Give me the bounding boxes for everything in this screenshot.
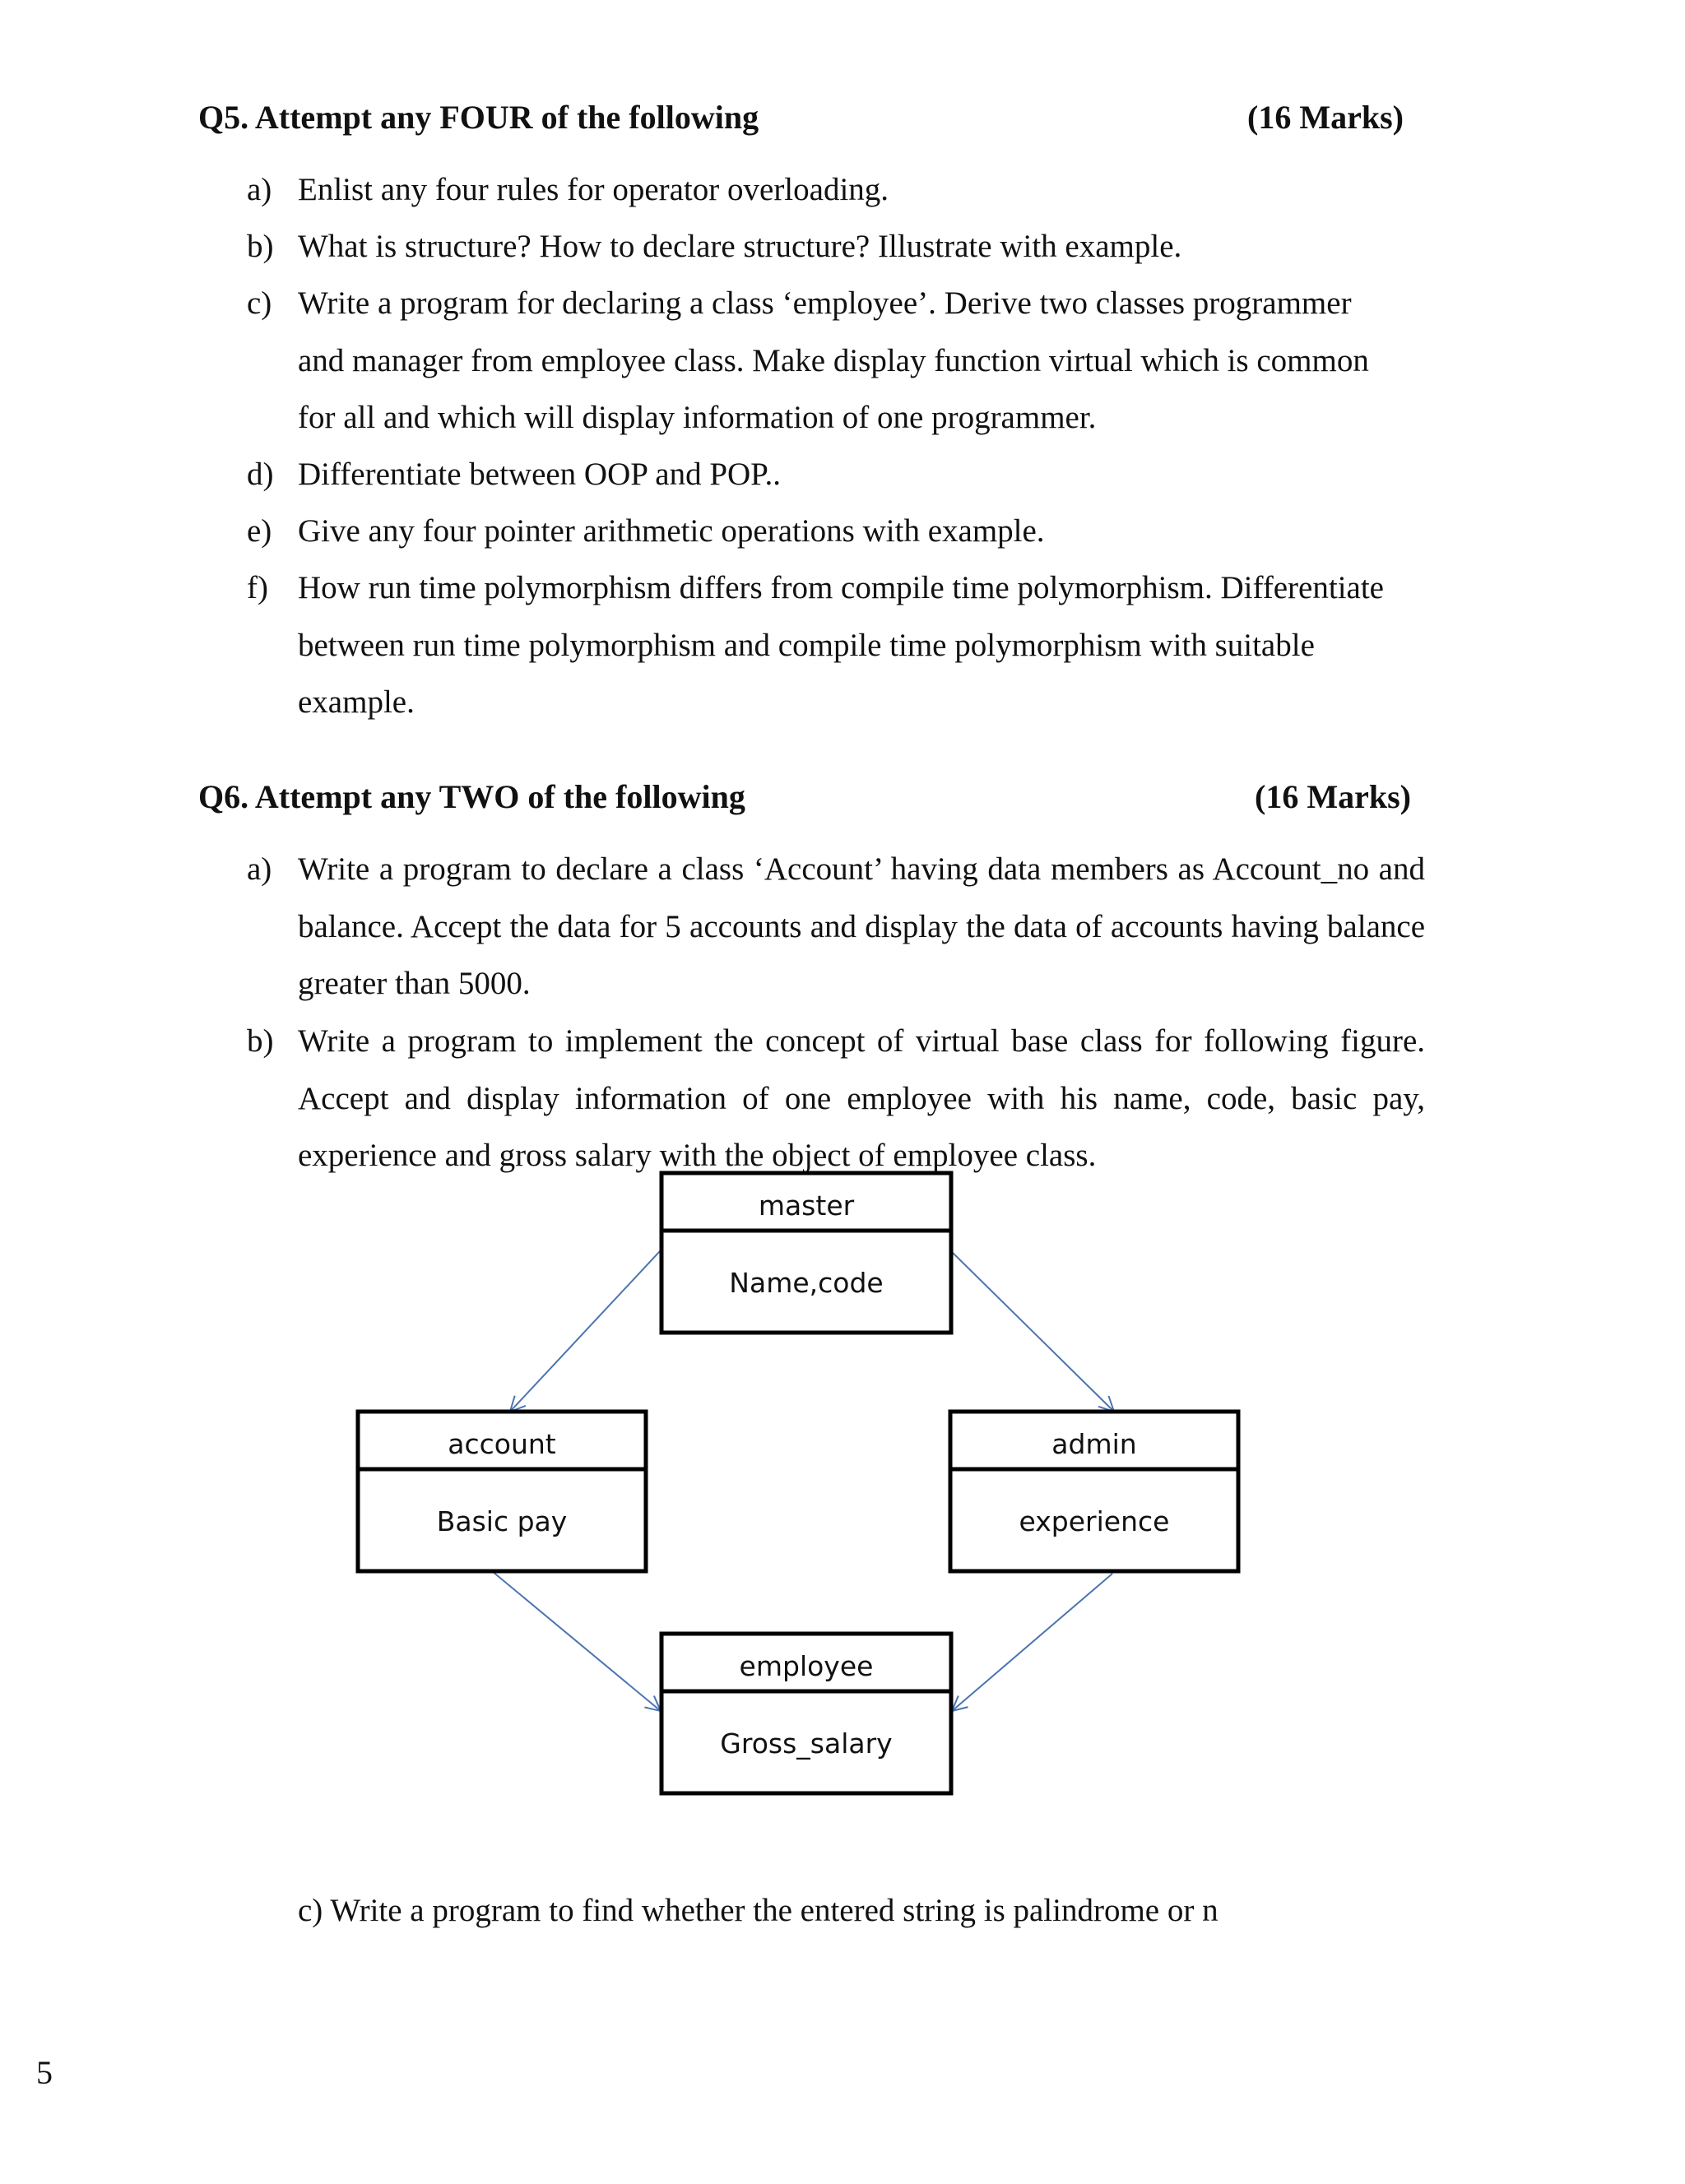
q6-title: Q6. Attempt any TWO of the following bbox=[198, 778, 745, 815]
item-text: Differentiate between OOP and POP.. bbox=[298, 457, 782, 492]
page-number: 5 bbox=[36, 2054, 53, 2091]
q6-item-c bbox=[298, 1882, 1218, 1940]
inheritance-arrows bbox=[492, 1250, 1114, 1711]
item-label: b) bbox=[247, 229, 274, 264]
item-text: What is structure? How to declare structure? Illustrate with example. bbox=[298, 229, 1182, 264]
item-text: Write a program for declaring a class ‘employee’. Derive two classes programmer and manager from employee class. Make display function virtual which is common for all and which will display information of one programmer. bbox=[298, 285, 1369, 435]
arrow-account-to-employee bbox=[492, 1571, 661, 1711]
class-name-master: master bbox=[758, 1189, 855, 1222]
item-text: c) Write a program to find whether the entered string is palindrome or n bbox=[298, 1893, 1218, 1928]
item-text: Write a program to declare a class ‘Account’ having data members as Account_no and balance. Accept the data for 5 accounts and display the data of accounts having balance greater than 5000. bbox=[298, 851, 1425, 1001]
arrow-admin-to-employee bbox=[952, 1574, 1112, 1711]
class-name-account: account bbox=[448, 1428, 556, 1460]
arrow-master-to-account bbox=[510, 1250, 661, 1412]
class-box-account bbox=[358, 1412, 646, 1571]
item-text: Enlist any four rules for operator overloading. bbox=[298, 172, 889, 207]
q5-title: Q5. Attempt any FOUR of the following bbox=[198, 99, 759, 136]
q5-heading bbox=[198, 97, 1416, 138]
item-label: a) bbox=[247, 172, 272, 207]
class-attr-employee: Gross_salary bbox=[720, 1727, 893, 1760]
class-attr-admin: experience bbox=[1019, 1505, 1170, 1537]
class-box-employee bbox=[661, 1634, 951, 1793]
item-text: How run time polymorphism differs from compile time polymorphism. Differentiate between run time polymorphism and compile time polymorphism with suitable example. bbox=[298, 570, 1384, 720]
item-label: c) bbox=[247, 285, 272, 321]
arrow-master-to-admin bbox=[952, 1252, 1114, 1412]
class-box-master bbox=[661, 1173, 951, 1333]
q5-marks: (16 Marks) bbox=[1247, 99, 1404, 136]
item-text: Give any four pointer arithmetic operations with example. bbox=[298, 513, 1045, 549]
q6-marks: (16 Marks) bbox=[1255, 778, 1411, 815]
item-label: d) bbox=[247, 457, 274, 492]
class-name-admin: admin bbox=[1051, 1428, 1137, 1460]
class-box-admin bbox=[950, 1412, 1238, 1571]
class-name-employee: employee bbox=[739, 1650, 874, 1682]
q6-heading bbox=[198, 777, 1416, 818]
item-label: f) bbox=[247, 570, 268, 605]
class-attr-account: Basic pay bbox=[436, 1505, 568, 1537]
item-label: b) bbox=[247, 1023, 274, 1059]
item-label: a) bbox=[247, 851, 272, 887]
class-attr-master: Name,code bbox=[729, 1267, 884, 1299]
item-label: e) bbox=[247, 513, 272, 549]
item-text: Write a program to implement the concept of virtual base class for following figure. Accept and display information of one employee with his name, code, basic pay, experience and gross salary with the object of employee class. bbox=[298, 1023, 1425, 1173]
